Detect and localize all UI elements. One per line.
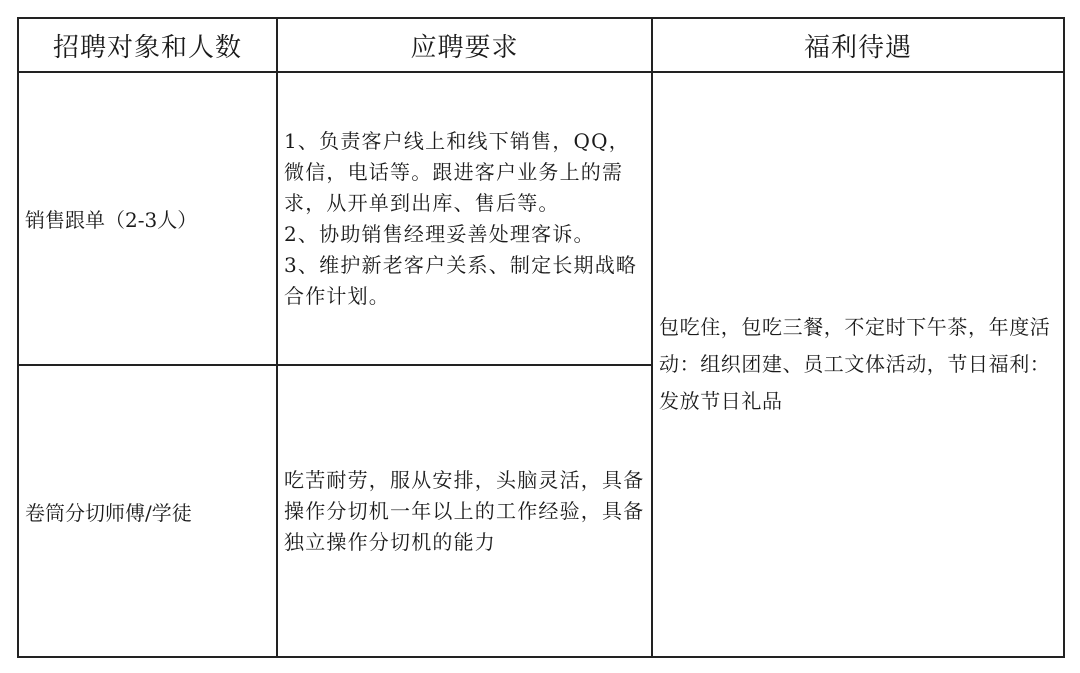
table-header-row [18, 18, 1064, 72]
requirement-item: 1、负责客户线上和线下销售，QQ，微信，电话等。跟进客户业务上的需求，从开单到出库、售后等。 [284, 128, 630, 215]
position-sales-follow-up: 销售跟单（2-3人） [18, 72, 277, 365]
benefits-cell: 包吃住，包吃三餐，不定时下午茶，年度活动：组织团建、员工文体活动，节日福利：发放节日礼品 [652, 72, 1064, 657]
requirement-item: 3、维护新老客户关系、制定长期战略合作计划。 [284, 252, 638, 308]
recruitment-table [17, 17, 1065, 658]
requirements-cutter [277, 365, 652, 657]
table-row-sales [18, 72, 1064, 365]
header-requirements: 应聘要求 [277, 18, 652, 72]
requirement-item: 吃苦耐劳，服从安排，头脑灵活，具备操作分切机一年以上的工作经验，具备独立操作分切机的能力 [284, 467, 645, 554]
header-position-count: 招聘对象和人数 [18, 18, 277, 72]
requirement-item: 2、协助销售经理妥善处理客诉。 [284, 221, 595, 246]
requirements-sales [277, 72, 652, 365]
position-roll-cutter: 卷筒分切师傅/学徒 [18, 365, 277, 657]
header-benefits: 福利待遇 [652, 18, 1064, 72]
